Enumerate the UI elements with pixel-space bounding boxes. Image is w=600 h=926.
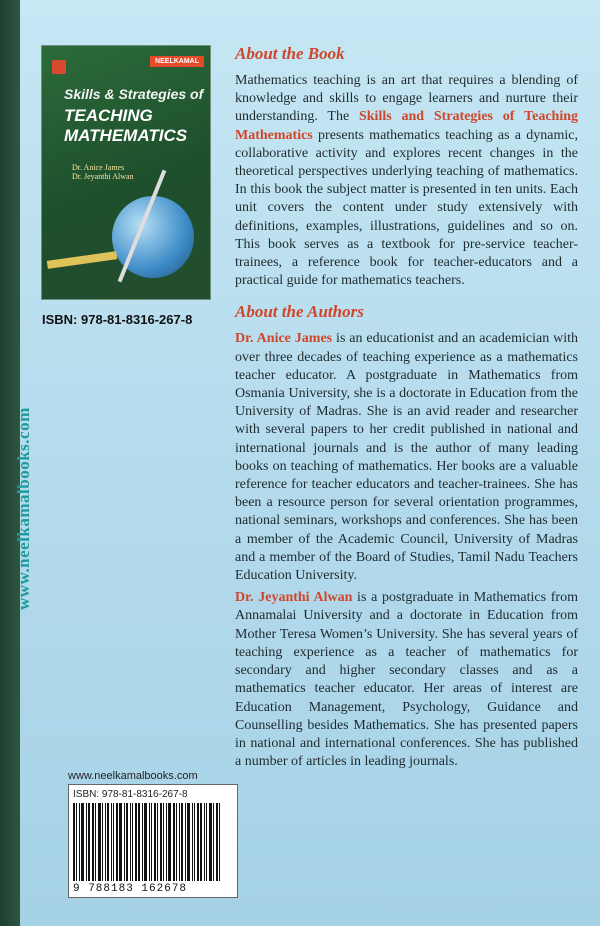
barcode-bar: [132, 803, 133, 881]
barcode-isbn: ISBN: 978-81-8316-267-8: [73, 789, 188, 800]
author2-paragraph: [235, 589, 578, 771]
barcode-bar: [73, 803, 75, 881]
barcode-bar: [197, 803, 199, 881]
barcode-bar: [209, 803, 212, 881]
barcode-bar: [168, 803, 171, 881]
barcode-bar: [179, 803, 180, 881]
barcode-bar: [126, 803, 128, 881]
author2-name: Dr. Jeyanthi Alwan: [235, 590, 353, 606]
barcode-number: 9 788183 162678: [73, 883, 188, 895]
barcode-bar: [124, 803, 125, 881]
barcode-block: [68, 770, 236, 898]
barcode-bar: [151, 803, 152, 881]
mini-cover-title-line2: TEACHING: [64, 106, 153, 125]
barcode-bar: [86, 803, 87, 881]
barcode-bar: [163, 803, 164, 881]
about-authors-heading: About the Authors: [235, 302, 364, 322]
barcode-bar: [154, 803, 156, 881]
mini-cover-author2: Dr. Jeyanthi Alwan: [72, 171, 134, 181]
barcode-bar: [116, 803, 118, 881]
barcode-bar: [81, 803, 84, 881]
mini-cover-author1: Dr. Anice James: [72, 163, 125, 172]
barcode-bar: [138, 803, 140, 881]
barcode-bar: [204, 803, 205, 881]
vertical-website-text: www.neelkamalbooks.com: [14, 407, 33, 610]
barcode-bar: [157, 803, 158, 881]
isbn-label: ISBN: 978-81-8316-267-8: [42, 312, 193, 327]
about-book-title-highlight: Skills and Strategies of Teaching Mathematics: [235, 109, 578, 143]
barcode-bar: [206, 803, 207, 881]
barcode-bar: [166, 803, 167, 881]
barcode-bar: [92, 803, 94, 881]
barcode-bar: [102, 803, 103, 881]
mini-cover-title-line3: MATHEMATICS: [64, 126, 188, 145]
barcode-bar: [216, 803, 218, 881]
barcode-bar: [194, 803, 195, 881]
about-book-heading: About the Book: [235, 44, 345, 63]
author2-bio: is a postgraduate in Mathematics from Annamalai University and a doctorate in Education from Mother Teresa Women’s University. She has several years of teaching experience as a teacher of mathematics for secondary and higher secondary classes and as a mathematics teacher educator. Her areas of interest are Education Management, Psychology, Guidance and Counselling besides Mathematics. She has presented papers in national and international conferences. She has published a number of articles in leading journals.: [235, 590, 578, 770]
mini-cover-title-line1: Skills & Strategies of: [64, 86, 204, 102]
barcode-bar: [160, 803, 162, 881]
barcode-bar: [185, 803, 186, 881]
barcode-box: [68, 784, 238, 898]
mini-cover-authors: [72, 164, 134, 182]
about-book-text-a: Mathematics teaching is an art that requires a blending of knowledge and skills to engage learners and nurture their understanding. The: [235, 73, 578, 125]
barcode-bar: [200, 803, 202, 881]
barcode-bar: [173, 803, 175, 881]
barcode-bar: [181, 803, 183, 881]
barcode-bar: [98, 803, 101, 881]
author1-bio: is an educationist and an academician with over three decades of teaching experience as a mathematics teacher educator. A postgraduate in Mathematics from Osmania University, she is a doctorate in Education from the University of Madras. She is an avid reader and researcher with several papers to her credit published in national and international journals and is the author of many leading books on teaching of mathematics. Her books are a valuable reference for teacher educators and teacher-trainees. She has been a resource person for several orientation programmes, national seminars, workshops and conferences. She has been a member of the Academic Council, University of Madras and a member of the Board of Studies, Tamil Nadu Teachers Education University.: [235, 331, 578, 584]
barcode-bar: [79, 803, 80, 881]
about-book-text-b: presents mathematics teaching as a dynamic, collaborative activity and explores recent changes in the theoretical perspectives underlying teaching of mathematics. In this book the subject matter is presented in ten units. Each unit covers the content under study extensively with definitions, examples, illustrations, guidelines and so on. This book serves as a textbook for pre-service teacher-trainees, a reference book for teacher-educators and a practical guide for mathematics teachers.: [235, 127, 578, 289]
barcode-bar: [176, 803, 177, 881]
mini-cover-brand: NEELKAMAL: [150, 56, 204, 67]
barcode-bars: [73, 803, 223, 881]
barcode-bar: [219, 803, 220, 881]
barcode-bar: [192, 803, 193, 881]
author1-paragraph: [235, 330, 578, 585]
barcode-bar: [105, 803, 106, 881]
pencil-illustration: [47, 251, 117, 269]
barcode-bar: [113, 803, 114, 881]
barcode-bar: [187, 803, 190, 881]
barcode-bar: [144, 803, 147, 881]
publisher-logo-icon: [52, 60, 66, 74]
barcode-bar: [76, 803, 77, 881]
barcode-bar: [149, 803, 150, 881]
barcode-bar: [213, 803, 214, 881]
back-cover-text: [235, 44, 578, 771]
barcode-bar: [142, 803, 143, 881]
about-book-paragraph: [235, 72, 578, 290]
mini-cover-image: [42, 46, 210, 299]
barcode-bar: [130, 803, 131, 881]
barcode-website: www.neelkamalbooks.com: [68, 770, 198, 782]
barcode-bar: [135, 803, 137, 881]
author1-name: Dr. Anice James: [235, 331, 333, 347]
barcode-bar: [119, 803, 122, 881]
barcode-bar: [95, 803, 96, 881]
barcode-bar: [88, 803, 90, 881]
barcode-bar: [111, 803, 112, 881]
barcode-bar: [107, 803, 109, 881]
